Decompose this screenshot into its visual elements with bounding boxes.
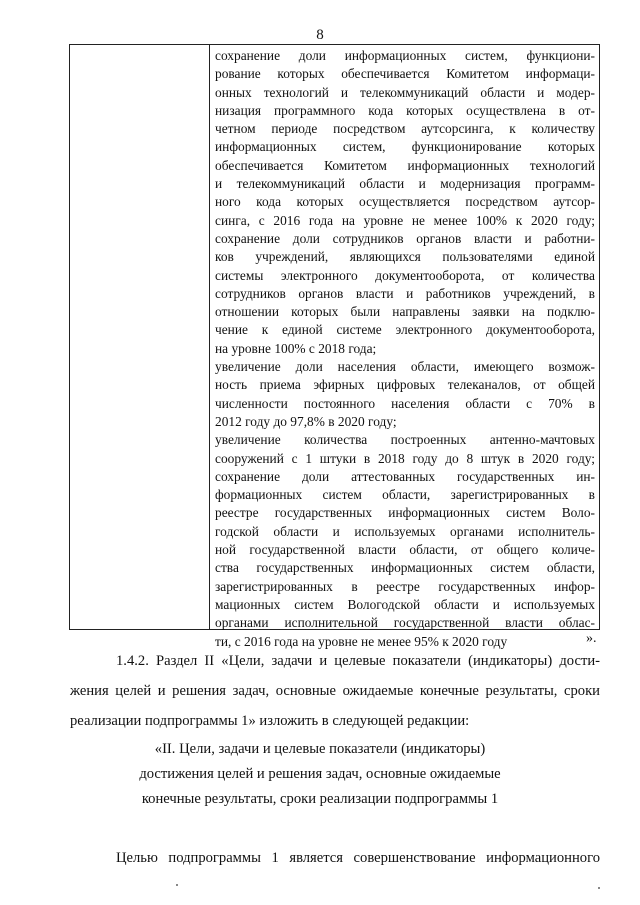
page-number: 8 xyxy=(316,27,324,43)
table-cell-line: информационных систем, функционирование которых xyxy=(215,139,595,155)
paragraph-142-line: жения целей и решения задач, основные ожидаемые конечные результаты, сроки xyxy=(70,683,600,699)
table-cell-line: рование которых обеспечивается Комитетом информаци- xyxy=(215,66,595,82)
table-cell-line: онных технологий и телекоммуникаций области и модер- xyxy=(215,84,595,100)
table-cell-line: годской области и используемых органами исполнитель- xyxy=(215,523,595,539)
table-cell-line: увеличение доли населения области, имеющего возмож- xyxy=(215,359,595,375)
closing-quote: ». xyxy=(586,631,597,646)
table-cell-line: синга, с 2016 года на уровне не менее 100% к 2020 году; xyxy=(215,212,595,228)
table-cell-line: зарегистрированных в реестре государственных инфор- xyxy=(215,578,595,594)
table-cell-line: сотрудников органов власти и работников учреждений, в xyxy=(215,285,595,301)
scan-speck xyxy=(598,887,600,889)
table-cell-line: увеличение количества построенных антенно-мачтовых xyxy=(215,432,595,448)
table-right-cell xyxy=(215,47,595,651)
table-cell-line: ти, с 2016 года на уровне не менее 95% к 2020 году xyxy=(215,633,508,649)
table-cell-line: органами исполнительной государственной власти облас- xyxy=(215,615,595,631)
table-cell-line: сооружений с 1 штуки в 2018 году до 8 штук в 2020 году; xyxy=(215,450,595,466)
section-heading-line: достижения целей и решения задач, основные ожидаемые xyxy=(139,766,501,782)
table-cell-line: системы электронного документооборота, от количества xyxy=(215,267,595,283)
final-paragraph-line: Целью подпрограммы 1 является совершенствование информационного xyxy=(116,850,600,866)
table-cell-line: ства государственных информационных систем области, xyxy=(215,560,595,576)
table-cell-line: ной государственной власти области, от общего количе- xyxy=(215,542,595,558)
paragraph-142-line: 1.4.2. Раздел II «Цели, задачи и целевые показатели (индикаторы) дости- xyxy=(116,653,600,669)
indicators-table xyxy=(69,44,600,649)
table-cell-line: на уровне 100% с 2018 года; xyxy=(215,340,377,356)
table-cell-line: отношении которых были направлены заявки на подклю- xyxy=(215,304,595,320)
scan-speck xyxy=(176,884,178,886)
paragraph-142-line: реализации подпрограммы 1» изложить в следующей редакции: xyxy=(70,713,470,729)
table-cell-line: формационных систем области, зарегистрированных в xyxy=(215,487,595,503)
table-cell-line: сохранение доли сотрудников органов власти и работни- xyxy=(215,230,595,246)
table-cell-line: реестре государственных информационных систем Воло- xyxy=(215,505,595,521)
table-cell-line: ков учреждений, являющихся пользователями единой xyxy=(215,249,595,265)
table-cell-line: четном периоде посредством аутсорсинга, к количеству xyxy=(215,121,595,137)
section-heading-line: конечные результаты, сроки реализации подпрограммы 1 xyxy=(141,791,499,807)
section-heading-line: «II. Цели, задачи и целевые показатели (индикаторы) xyxy=(154,741,486,757)
table-cell-line: низация программного кода которых осуществлена в от- xyxy=(215,102,595,118)
table-cell-line: мационных систем Вологодской области и используемых xyxy=(215,596,595,612)
table-left-column xyxy=(70,45,210,629)
table-cell-line: сохранение доли аттестованных государственных ин- xyxy=(215,468,595,484)
table-cell-line: сохранение доли информационных систем, функциони- xyxy=(215,48,595,63)
table-cell-line: ного кода которых осуществляется посредством аутсор- xyxy=(215,194,595,210)
table-cell-line: ность приема эфирных цифровых телеканалов, от общей xyxy=(215,377,595,393)
table-cell-line: 2012 году до 97,8% в 2020 году; xyxy=(215,413,397,429)
table-cell-line: численности постоянного населения области с 70% в xyxy=(215,395,595,411)
table-cell-line: и телекоммуникаций области и модернизация программ- xyxy=(215,176,595,192)
table-cell-line: чение к единой системе электронного документооборота, xyxy=(215,322,595,338)
table-cell-line: обеспечивается Комитетом информационных технологий xyxy=(215,157,595,173)
